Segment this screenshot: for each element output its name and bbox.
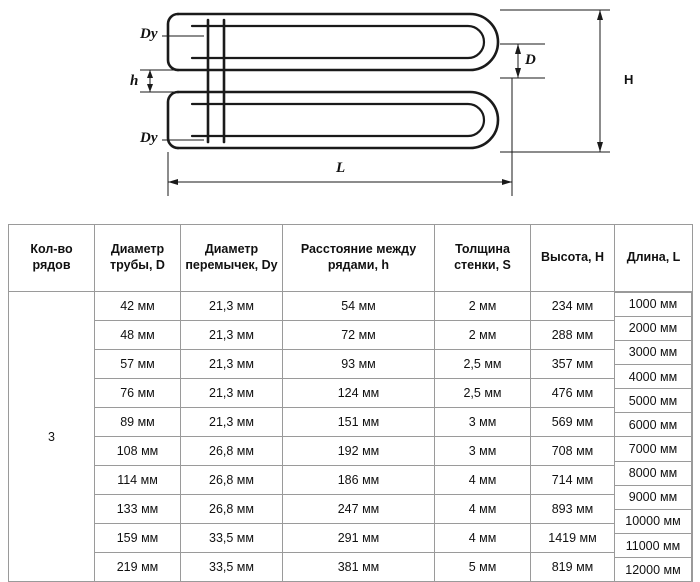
cell-row-spacing: 381 мм [283, 553, 435, 582]
table-row [9, 437, 693, 466]
cell-pipe-diameter: 219 мм [95, 553, 181, 582]
cell-pipe-diameter: 48 мм [95, 321, 181, 350]
register-diagram [0, 0, 700, 218]
cell-height: 569 мм [531, 408, 615, 437]
cell-jumper-diameter: 21,3 мм [181, 350, 283, 379]
pipe-outlines [178, 14, 498, 148]
pipe-inner-outlines [192, 26, 484, 136]
cell-jumper-diameter: 33,5 мм [181, 553, 283, 582]
cell-height: 234 мм [531, 292, 615, 321]
specification-table [8, 224, 693, 582]
cell-length: 6000 мм [615, 413, 691, 437]
cell-wall-thickness: 2 мм [435, 321, 531, 350]
header-jumper-diameter: Диаметр перемычек, Dy [181, 225, 283, 292]
cell-height: 708 мм [531, 437, 615, 466]
arrow-l-right [502, 179, 512, 185]
cell-height: 893 мм [531, 495, 615, 524]
cell-row-spacing: 192 мм [283, 437, 435, 466]
pipe-middle-inner [192, 104, 484, 136]
cell-wall-thickness: 5 мм [435, 553, 531, 582]
table-row [9, 379, 693, 408]
cell-pipe-diameter: 89 мм [95, 408, 181, 437]
label-dy-top: Dy [140, 26, 158, 42]
cap-top-left [168, 14, 178, 70]
cell-wall-thickness: 3 мм [435, 408, 531, 437]
header-length: Длина, L [615, 225, 693, 292]
table-row [9, 466, 693, 495]
pipe-middle [178, 92, 498, 148]
cell-jumper-diameter: 26,8 мм [181, 495, 283, 524]
label-dy-bottom: Dy [140, 130, 158, 146]
cell-rows-count: 3 [9, 292, 95, 582]
cell-wall-thickness: 4 мм [435, 466, 531, 495]
cell-pipe-diameter: 42 мм [95, 292, 181, 321]
cell-length: 12000 мм [625, 563, 681, 578]
cell-wall-thickness: 4 мм [435, 524, 531, 553]
cell-row-spacing: 186 мм [283, 466, 435, 495]
cell-height: 1419 мм [531, 524, 615, 553]
cell-row-spacing: 151 мм [283, 408, 435, 437]
cell-wall-thickness: 3 мм [435, 437, 531, 466]
cell-row-spacing: 124 мм [283, 379, 435, 408]
arrow-h-small-top [147, 70, 153, 78]
cell-jumper-diameter: 21,3 мм [181, 408, 283, 437]
cell-wall-thickness: 2 мм [435, 292, 531, 321]
arrow-h-bottom [597, 142, 603, 152]
arrow-h-small-bottom [147, 84, 153, 92]
table-row [9, 524, 693, 553]
table-row [9, 292, 693, 321]
arrow-d-top [515, 44, 521, 54]
cell-pipe-diameter: 114 мм [95, 466, 181, 495]
pipe-top-inner [192, 26, 484, 58]
cell-jumper-diameter: 21,3 мм [181, 321, 283, 350]
cell-pipe-diameter: 76 мм [95, 379, 181, 408]
cell-length: 10000 мм [615, 510, 691, 534]
cell-length: 5000 мм [615, 389, 691, 413]
cell-pipe-diameter: 57 мм [95, 350, 181, 379]
cell-length: 8000 мм [615, 462, 691, 486]
cell-length: 1000 мм [615, 293, 691, 317]
cell-pipe-diameter: 133 мм [95, 495, 181, 524]
cell-row-spacing: 291 мм [283, 524, 435, 553]
header-wall-thickness: Толщина стенки, S [435, 225, 531, 292]
cell-length: 2000 мм [615, 317, 691, 341]
cell-length: 3000 мм [615, 341, 691, 365]
cell-jumper-diameter: 21,3 мм [181, 292, 283, 321]
cell-row-spacing: 93 мм [283, 350, 435, 379]
cell-pipe-diameter: 159 мм [95, 524, 181, 553]
table-body [9, 292, 693, 582]
cell-height: 819 мм [531, 553, 615, 582]
label-h-small: h [130, 73, 139, 89]
cell-row-spacing: 54 мм [283, 292, 435, 321]
cell-row-spacing: 72 мм [283, 321, 435, 350]
table-header-row [9, 225, 693, 292]
cell-wall-thickness: 2,5 мм [435, 350, 531, 379]
cell-row-spacing: 247 мм [283, 495, 435, 524]
table-row [9, 350, 693, 379]
cell-height: 357 мм [531, 350, 615, 379]
cell-length: 7000 мм [615, 437, 691, 461]
cell-pipe-diameter: 108 мм [95, 437, 181, 466]
table-row [9, 553, 693, 582]
length-overflow-column [614, 292, 692, 582]
arrow-d-bottom [515, 68, 521, 78]
cell-jumper-diameter: 33,5 мм [181, 524, 283, 553]
cell-wall-thickness: 4 мм [435, 495, 531, 524]
header-height: Высота, H [531, 225, 615, 292]
cell-height: 476 мм [531, 379, 615, 408]
table-row [9, 321, 693, 350]
table-row [9, 408, 693, 437]
pipe-top [178, 14, 498, 70]
header-rows-count: Кол-во рядов [9, 225, 95, 292]
header-row-spacing: Расстояние между рядами, h [283, 225, 435, 292]
header-pipe-diameter: Диаметр трубы, D [95, 225, 181, 292]
label-big-h: H [624, 72, 634, 87]
cell-jumper-diameter: 26,8 мм [181, 437, 283, 466]
cell-length: 4000 мм [615, 365, 691, 389]
cell-jumper-diameter: 21,3 мм [181, 379, 283, 408]
cell-wall-thickness: 2,5 мм [435, 379, 531, 408]
cell-height: 288 мм [531, 321, 615, 350]
cell-jumper-diameter: 26,8 мм [181, 466, 283, 495]
table-row [9, 495, 693, 524]
label-l: L [336, 160, 346, 176]
cell-length: 9000 мм [615, 486, 691, 510]
left-end-caps [168, 14, 178, 148]
arrow-h-top [597, 10, 603, 20]
diagram-svg [0, 0, 700, 218]
label-d: D [525, 52, 536, 68]
arrow-l-left [168, 179, 178, 185]
cell-height: 714 мм [531, 466, 615, 495]
jumper-pipes [208, 20, 224, 142]
cell-length: 11000 мм [615, 534, 691, 558]
